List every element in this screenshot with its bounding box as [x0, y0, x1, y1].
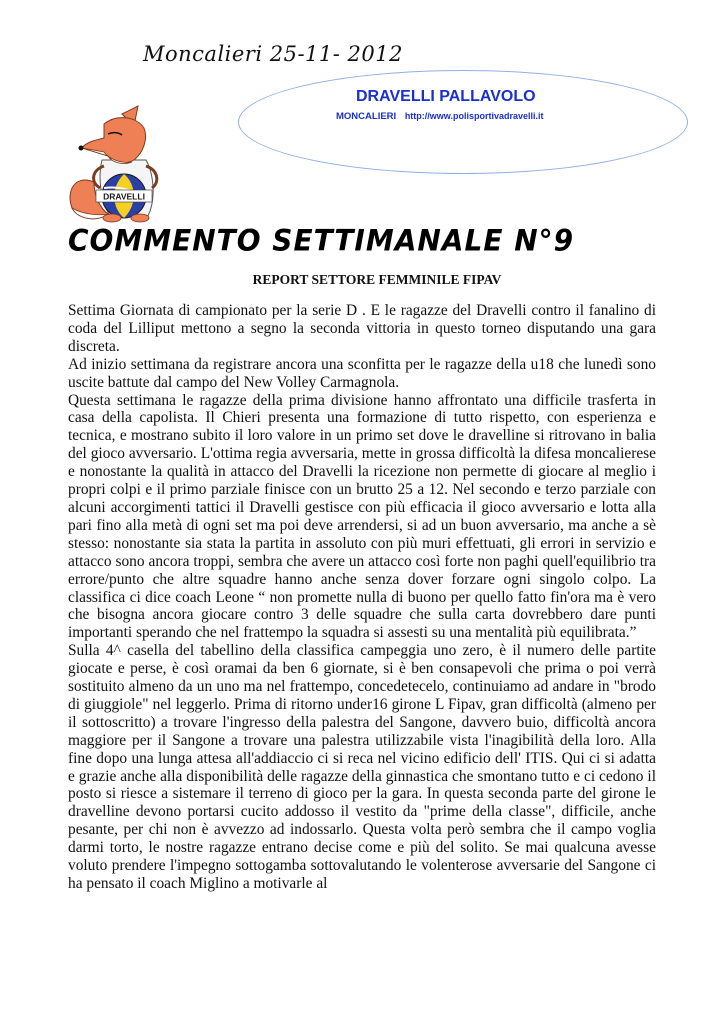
page-title: COMMENTO SETTIMANALE N°9 [68, 223, 575, 258]
paragraph: Sulla 4^ casella del tabellino della classifica campeggia uno zero, è il numero delle partite giocate e perse, è così oramai da ben 6 giornate, si è ben consapevoli che prima o poi verrà sostituito almeno da un uno ma nel frattempo, concedetecelo, continuiamo ad andare in "brodo di giuggiole" nel leggerlo. Prima di ritorno under16 girone L Fipav, gran difficoltà (almeno per il sottoscritto) a trovare l'ingresso della palestra del Sangone, davvero buio, difficoltà ancora maggiore per il Sangone a trovare una palestra utilizzabile vista l'inagibilità della loro. Alla fine dopo una lunga attesa all'addiaccio ci si reca nel vicino edificio dell' ITIS. Qui ci si adatta e grazie anche alla disponibilità delle ragazze della ginnastica che smontano tutto e ci cedono il posto si riesce a sistemare il terreno di gioco per la gara. In questa seconda parte del girone le dravelline devono portarsi cucito addosso il vestito da "prime della classe", difficile, anche pesante, per chi non è avvezzo ad indossarlo. Questa volta però sembra che il campo voglia darmi torto, le nostre ragazze entrano decise come e più del solito. Se mai qualcuna avesse voluto prendere l'impegno sottogamba sottovalutando le volenterose avversarie del Sangone ci ha pensato il coach Miglino a motivarle al [68, 642, 656, 892]
paragraph: Settima Giornata di campionato per la serie D . E le ragazze del Dravelli contro il fanalino di coda del Lilliput mettono a segno la seconda vittoria in questo torneo disputando una gara discreta. [68, 302, 656, 355]
club-city: MONCALIERI [336, 111, 397, 122]
logo-text: DRAVELLI [103, 191, 145, 202]
club-url: http://www.polisportivadravelli.it [404, 111, 544, 121]
fox-logo-icon [64, 104, 184, 226]
club-name: DRAVELLI PALLAVOLO [356, 88, 536, 105]
club-subtitle [336, 111, 544, 122]
article-body [68, 302, 656, 893]
paragraph: Ad inizio settimana da registrare ancora una sconfitta per le ragazze della u18 che lunedì sono uscite battute dal campo del New Volley Carmagnola. [68, 355, 656, 391]
document-date: Moncalieri 25-11- 2012 [143, 42, 403, 66]
report-subtitle: REPORT SETTORE FEMMINILE FIPAV [252, 272, 502, 287]
header-ellipse [238, 70, 688, 174]
paragraph: Questa settimana le ragazze della prima divisione hanno affrontato una difficile trasferta in casa della capolista. Il Chieri presenta una formazione di tutto rispetto, con esperienza e tecnica, e mostrano subito il loro valore in un primo set dove le dravelline si ritrovano in balia del gioco avversario. L'ottima regia avversaria, mette in grossa difficoltà la difesa moncalierese e nonostante la qualità in attacco del Dravelli la ricezione non permette di giocare al meglio i propri colpi e il primo parziale finisce con un brutto 25 a 12. Nel secondo e terzo parziale con alcuni accorgimenti tattici il Dravelli gestisce con più efficacia il gioco avversario e lotta alla pari fino alla metà di ogni set ma poi deve arrendersi, si ad un buon avversario, ma anche a sè stesso: nonostante sia stata la partita in assoluto con più muri effettuati, gli errori in servizio e attacco sono ancora troppi, sembra che avere un attacco così forte non paghi quell'equilibrio tra errore/punto che altre squadre hanno anche senza dover forzare ogni singolo colpo. La classifica ci dice coach Leone “ non promette nulla di buono per quello fatto fin'ora ma è vero che bisogna ancora giocare contro 3 delle squadre che sulla carta dovrebbero dare punti importanti sperando che nel frattempo la squadra si assesti su una mentalità più equilibrata.” [68, 391, 656, 642]
